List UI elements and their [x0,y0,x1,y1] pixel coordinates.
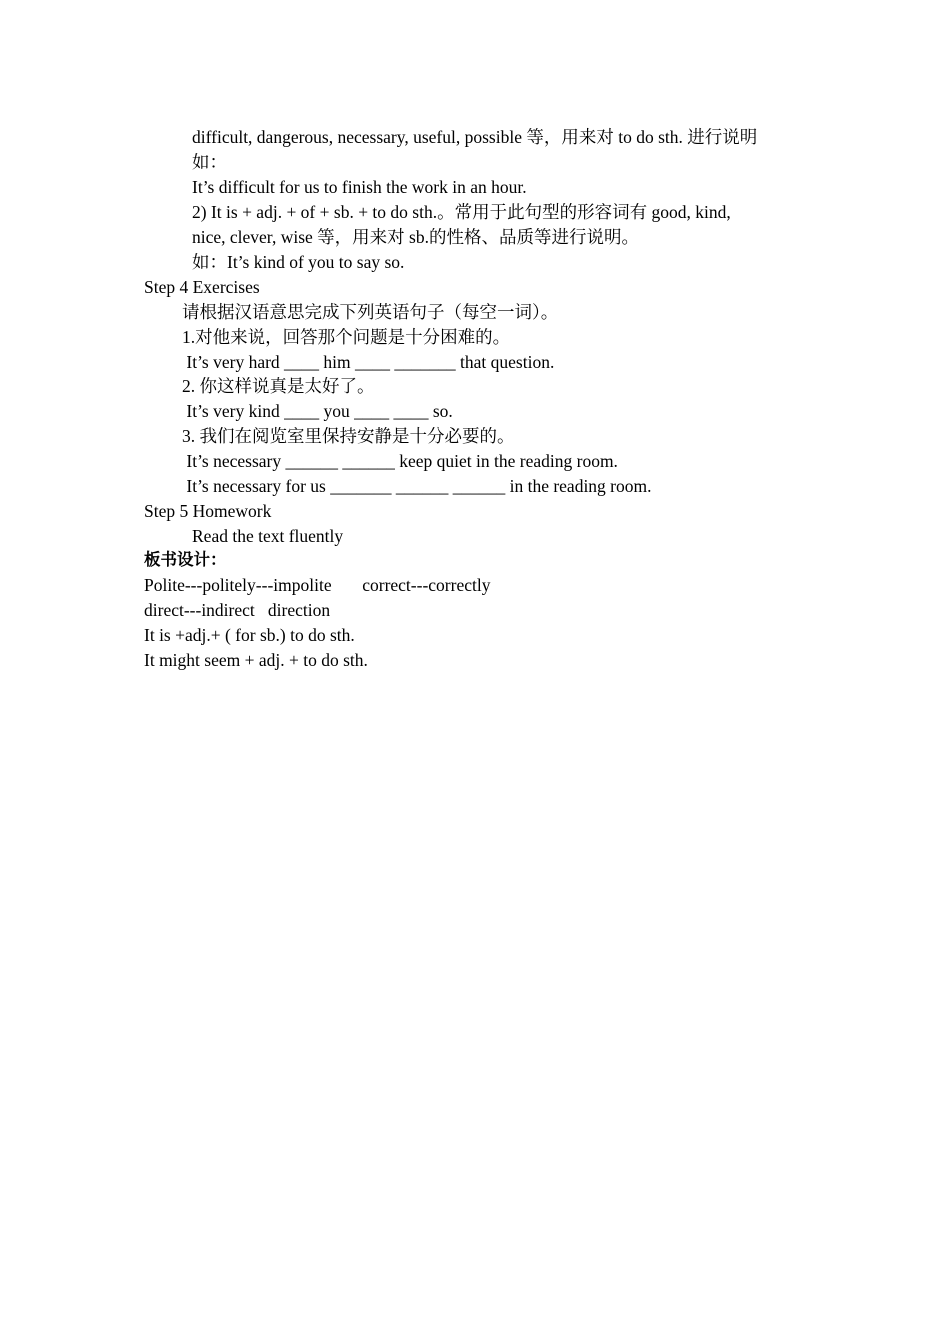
step4-instruction: 请根据汉语意思完成下列英语句子（每空一词）。 [182,302,559,322]
board-line-2: direct---indirect direction [144,600,331,620]
intro-line-2: 如： [192,152,227,172]
step4-heading: Step 4 Exercises [144,277,260,297]
board-line-4: It might seem + adj. + to do sth. [144,650,368,670]
step5-heading: Step 5 Homework [144,501,272,521]
board-line-1: Polite---politely---impolite correct---correctly [144,575,491,595]
intro-line-6: 如：It’s kind of you to say so. [192,252,405,272]
board-line-3: It is +adj.+ ( for sb.) to do sth. [144,625,355,645]
exercise-1-chinese: 1.对他来说，回答那个问题是十分困难的。 [182,327,511,347]
intro-line-4: 2) It is + adj. + of + sb. + to do sth.。常用于此句型的形容词有 good, kind, [192,202,731,222]
exercise-3-english-b: It’s necessary for us _______ ______ ______ in the reading room. [182,476,652,496]
intro-line-1: difficult, dangerous, necessary, useful, possible 等，用来对 to do sth. 进行说明 [192,127,758,147]
exercise-2-english: It’s very kind ____ you ____ ____ so. [182,401,453,421]
board-design-heading: 板书设计： [144,550,227,569]
intro-line-3: It’s difficult for us to finish the work in an hour. [192,177,527,197]
intro-line-5: nice, clever, wise 等，用来对 sb.的性格、品质等进行说明。 [192,227,639,247]
exercise-2-chinese: 2. 你这样说真是太好了。 [182,376,375,396]
step5-task: Read the text fluently [192,526,344,546]
exercise-3-chinese: 3. 我们在阅览室里保持安静是十分必要的。 [182,426,515,446]
exercise-1-english: It’s very hard ____ him ____ _______ that question. [182,352,555,372]
exercise-3-english-a: It’s necessary ______ ______ keep quiet in the reading room. [182,451,618,471]
